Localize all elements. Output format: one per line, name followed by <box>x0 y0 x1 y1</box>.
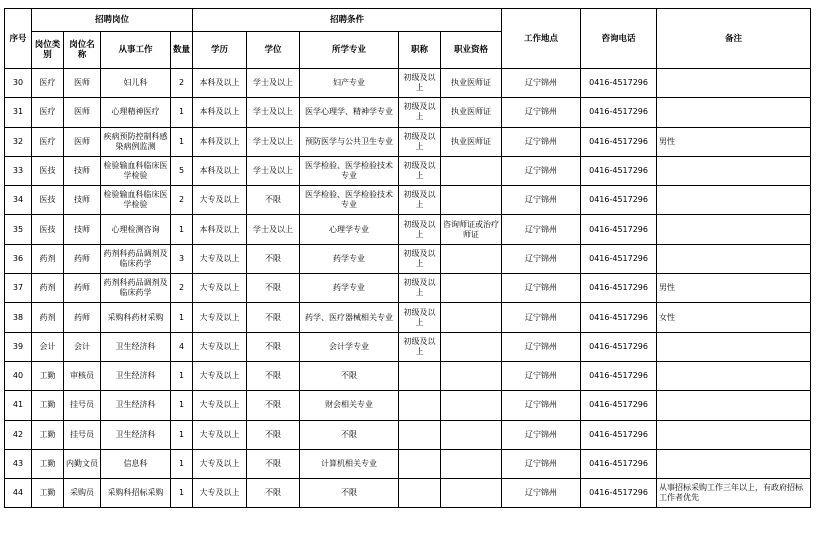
cell-remark: 男性 <box>657 274 811 303</box>
cell-count: 1 <box>171 449 193 478</box>
header-degree: 学位 <box>247 32 300 69</box>
cell-category: 药剂 <box>32 274 64 303</box>
cell-name: 内勤文员 <box>64 449 101 478</box>
cell-remark <box>657 156 811 185</box>
cell-phone: 0416-4517296 <box>581 332 657 361</box>
cell-qualification: 咨询师证或治疗师证 <box>441 215 502 244</box>
cell-phone: 0416-4517296 <box>581 69 657 98</box>
cell-remark: 男性 <box>657 127 811 156</box>
table-row <box>5 303 811 332</box>
cell-title <box>399 479 441 508</box>
cell-title: 初级及以上 <box>399 244 441 273</box>
cell-count: 2 <box>171 69 193 98</box>
cell-remark: 从事招标采购工作三年以上，有政府招标工作者优先 <box>657 479 811 508</box>
cell-title <box>399 361 441 390</box>
header-seq: 序号 <box>5 9 32 69</box>
cell-qualification <box>441 303 502 332</box>
cell-seq: 39 <box>5 332 32 361</box>
cell-count: 1 <box>171 420 193 449</box>
cell-qualification: 执业医师证 <box>441 69 502 98</box>
cell-location: 辽宁锦州 <box>502 479 581 508</box>
cell-remark <box>657 420 811 449</box>
cell-degree: 不限 <box>247 244 300 273</box>
cell-category: 医技 <box>32 156 64 185</box>
cell-name: 技师 <box>64 186 101 215</box>
cell-count: 2 <box>171 186 193 215</box>
cell-location: 辽宁锦州 <box>502 449 581 478</box>
cell-location: 辽宁锦州 <box>502 215 581 244</box>
cell-education: 本科及以上 <box>193 69 247 98</box>
header-title: 职称 <box>399 32 441 69</box>
cell-degree: 不限 <box>247 303 300 332</box>
cell-seq: 43 <box>5 449 32 478</box>
cell-location: 辽宁锦州 <box>502 186 581 215</box>
cell-count: 1 <box>171 215 193 244</box>
cell-seq: 33 <box>5 156 32 185</box>
cell-major: 会计学专业 <box>300 332 399 361</box>
cell-work: 疾病预防控制科感染病例监测 <box>101 127 171 156</box>
cell-category: 药剂 <box>32 244 64 273</box>
cell-degree: 学士及以上 <box>247 215 300 244</box>
table-row <box>5 274 811 303</box>
table-row <box>5 186 811 215</box>
header-remark: 备注 <box>657 9 811 69</box>
cell-major: 药学专业 <box>300 244 399 273</box>
cell-work: 检验输血科临床医学检验 <box>101 156 171 185</box>
cell-work: 信息科 <box>101 449 171 478</box>
cell-title: 初级及以上 <box>399 215 441 244</box>
table-row <box>5 332 811 361</box>
cell-location: 辽宁锦州 <box>502 156 581 185</box>
cell-seq: 30 <box>5 69 32 98</box>
cell-phone: 0416-4517296 <box>581 479 657 508</box>
header-education: 学历 <box>193 32 247 69</box>
cell-major: 不限 <box>300 479 399 508</box>
cell-location: 辽宁锦州 <box>502 420 581 449</box>
recruitment-table <box>4 8 811 508</box>
cell-work: 卫生经济科 <box>101 361 171 390</box>
cell-location: 辽宁锦州 <box>502 244 581 273</box>
cell-remark <box>657 186 811 215</box>
cell-major: 药学专业 <box>300 274 399 303</box>
cell-seq: 36 <box>5 244 32 273</box>
cell-qualification <box>441 332 502 361</box>
cell-remark <box>657 391 811 420</box>
cell-education: 大专及以上 <box>193 449 247 478</box>
header-count: 数量 <box>171 32 193 69</box>
cell-qualification <box>441 186 502 215</box>
cell-name: 采购员 <box>64 479 101 508</box>
cell-qualification <box>441 420 502 449</box>
cell-location: 辽宁锦州 <box>502 127 581 156</box>
cell-location: 辽宁锦州 <box>502 274 581 303</box>
cell-work: 卫生经济科 <box>101 332 171 361</box>
cell-phone: 0416-4517296 <box>581 303 657 332</box>
cell-title: 初级及以上 <box>399 69 441 98</box>
cell-education: 大专及以上 <box>193 186 247 215</box>
cell-phone: 0416-4517296 <box>581 127 657 156</box>
table-row <box>5 449 811 478</box>
cell-phone: 0416-4517296 <box>581 186 657 215</box>
cell-education: 本科及以上 <box>193 215 247 244</box>
cell-category: 医疗 <box>32 69 64 98</box>
cell-name: 药师 <box>64 244 101 273</box>
table-row <box>5 391 811 420</box>
cell-remark <box>657 361 811 390</box>
cell-title: 初级及以上 <box>399 274 441 303</box>
cell-seq: 32 <box>5 127 32 156</box>
cell-name: 医师 <box>64 127 101 156</box>
cell-degree: 不限 <box>247 186 300 215</box>
cell-name: 药师 <box>64 303 101 332</box>
cell-phone: 0416-4517296 <box>581 361 657 390</box>
cell-location: 辽宁锦州 <box>502 332 581 361</box>
cell-seq: 35 <box>5 215 32 244</box>
cell-work: 检验输血科临床医学检验 <box>101 186 171 215</box>
cell-seq: 34 <box>5 186 32 215</box>
cell-count: 5 <box>171 156 193 185</box>
cell-category: 医技 <box>32 215 64 244</box>
cell-title <box>399 391 441 420</box>
cell-count: 1 <box>171 479 193 508</box>
cell-title: 初级及以上 <box>399 156 441 185</box>
header-location: 工作地点 <box>502 9 581 69</box>
header-conditions-group: 招聘条件 <box>193 9 502 32</box>
cell-degree: 不限 <box>247 274 300 303</box>
table-row <box>5 98 811 127</box>
cell-category: 工勤 <box>32 391 64 420</box>
cell-name: 医师 <box>64 69 101 98</box>
cell-degree: 学士及以上 <box>247 156 300 185</box>
header-name: 岗位名称 <box>64 32 101 69</box>
cell-remark <box>657 215 811 244</box>
cell-category: 医技 <box>32 186 64 215</box>
table-row <box>5 361 811 390</box>
cell-name: 审核员 <box>64 361 101 390</box>
cell-phone: 0416-4517296 <box>581 391 657 420</box>
cell-seq: 37 <box>5 274 32 303</box>
table-row <box>5 215 811 244</box>
cell-location: 辽宁锦州 <box>502 98 581 127</box>
cell-seq: 41 <box>5 391 32 420</box>
cell-major: 计算机相关专业 <box>300 449 399 478</box>
header-phone: 咨询电话 <box>581 9 657 69</box>
cell-phone: 0416-4517296 <box>581 98 657 127</box>
cell-work: 心理检测咨询 <box>101 215 171 244</box>
cell-seq: 42 <box>5 420 32 449</box>
cell-name: 会计 <box>64 332 101 361</box>
cell-work: 采购科招标采购 <box>101 479 171 508</box>
cell-qualification <box>441 361 502 390</box>
cell-category: 医疗 <box>32 127 64 156</box>
cell-phone: 0416-4517296 <box>581 215 657 244</box>
cell-count: 1 <box>171 361 193 390</box>
cell-major: 不限 <box>300 361 399 390</box>
cell-seq: 31 <box>5 98 32 127</box>
cell-phone: 0416-4517296 <box>581 156 657 185</box>
cell-location: 辽宁锦州 <box>502 361 581 390</box>
cell-location: 辽宁锦州 <box>502 303 581 332</box>
cell-major: 妇产专业 <box>300 69 399 98</box>
cell-category: 会计 <box>32 332 64 361</box>
cell-major: 不限 <box>300 420 399 449</box>
cell-major: 医学心理学、精神学专业 <box>300 98 399 127</box>
cell-name: 技师 <box>64 156 101 185</box>
cell-degree: 学士及以上 <box>247 98 300 127</box>
cell-degree: 不限 <box>247 332 300 361</box>
cell-major: 预防医学与公共卫生专业 <box>300 127 399 156</box>
header-category: 岗位类别 <box>32 32 64 69</box>
cell-qualification <box>441 274 502 303</box>
cell-degree: 不限 <box>247 420 300 449</box>
cell-title <box>399 420 441 449</box>
cell-major: 心理学专业 <box>300 215 399 244</box>
cell-qualification <box>441 244 502 273</box>
cell-degree: 不限 <box>247 361 300 390</box>
cell-work: 药剂科药品调剂及临床药学 <box>101 274 171 303</box>
cell-phone: 0416-4517296 <box>581 274 657 303</box>
cell-category: 工勤 <box>32 361 64 390</box>
cell-count: 3 <box>171 244 193 273</box>
cell-phone: 0416-4517296 <box>581 244 657 273</box>
cell-remark <box>657 69 811 98</box>
cell-qualification <box>441 156 502 185</box>
cell-count: 2 <box>171 274 193 303</box>
table-body <box>5 69 811 508</box>
cell-name: 药师 <box>64 274 101 303</box>
cell-education: 大专及以上 <box>193 479 247 508</box>
table-header <box>5 9 811 69</box>
cell-qualification <box>441 449 502 478</box>
cell-remark <box>657 449 811 478</box>
cell-work: 卫生经济科 <box>101 420 171 449</box>
cell-location: 辽宁锦州 <box>502 391 581 420</box>
cell-education: 大专及以上 <box>193 420 247 449</box>
table-row <box>5 69 811 98</box>
header-major: 所学专业 <box>300 32 399 69</box>
cell-degree: 不限 <box>247 479 300 508</box>
cell-education: 本科及以上 <box>193 98 247 127</box>
cell-degree: 学士及以上 <box>247 69 300 98</box>
cell-education: 本科及以上 <box>193 156 247 185</box>
cell-name: 挂号员 <box>64 420 101 449</box>
cell-degree: 不限 <box>247 391 300 420</box>
header-work: 从事工作 <box>101 32 171 69</box>
cell-qualification: 执业医师证 <box>441 98 502 127</box>
cell-major: 医学检验、医学检验技术专业 <box>300 156 399 185</box>
cell-title <box>399 449 441 478</box>
table-row <box>5 127 811 156</box>
cell-category: 工勤 <box>32 479 64 508</box>
cell-count: 4 <box>171 332 193 361</box>
cell-count: 1 <box>171 303 193 332</box>
cell-category: 药剂 <box>32 303 64 332</box>
cell-title: 初级及以上 <box>399 186 441 215</box>
cell-remark: 女性 <box>657 303 811 332</box>
cell-count: 1 <box>171 127 193 156</box>
cell-name: 医师 <box>64 98 101 127</box>
cell-count: 1 <box>171 391 193 420</box>
cell-qualification <box>441 391 502 420</box>
cell-category: 工勤 <box>32 420 64 449</box>
table-row <box>5 479 811 508</box>
cell-title: 初级及以上 <box>399 303 441 332</box>
cell-location: 辽宁锦州 <box>502 69 581 98</box>
cell-work: 心理精神医疗 <box>101 98 171 127</box>
cell-category: 工勤 <box>32 449 64 478</box>
cell-education: 大专及以上 <box>193 361 247 390</box>
cell-qualification: 执业医师证 <box>441 127 502 156</box>
cell-education: 本科及以上 <box>193 127 247 156</box>
cell-work: 药剂科药品调剂及临床药学 <box>101 244 171 273</box>
cell-phone: 0416-4517296 <box>581 449 657 478</box>
cell-name: 技师 <box>64 215 101 244</box>
cell-phone: 0416-4517296 <box>581 420 657 449</box>
cell-work: 卫生经济科 <box>101 391 171 420</box>
cell-work: 采购科药材采购 <box>101 303 171 332</box>
cell-education: 大专及以上 <box>193 244 247 273</box>
cell-remark <box>657 98 811 127</box>
cell-qualification <box>441 479 502 508</box>
cell-major: 医学检验、医学检验技术专业 <box>300 186 399 215</box>
cell-major: 药学、医疗器械相关专业 <box>300 303 399 332</box>
cell-education: 大专及以上 <box>193 332 247 361</box>
cell-remark <box>657 332 811 361</box>
cell-category: 医疗 <box>32 98 64 127</box>
header-position-group: 招聘岗位 <box>32 9 193 32</box>
cell-title: 初级及以上 <box>399 127 441 156</box>
cell-education: 大专及以上 <box>193 391 247 420</box>
header-qualification: 职业资格 <box>441 32 502 69</box>
cell-remark <box>657 244 811 273</box>
table-row <box>5 420 811 449</box>
table-row <box>5 156 811 185</box>
cell-name: 挂号员 <box>64 391 101 420</box>
cell-education: 大专及以上 <box>193 274 247 303</box>
cell-count: 1 <box>171 98 193 127</box>
cell-title: 初级及以上 <box>399 98 441 127</box>
cell-work: 妇儿科 <box>101 69 171 98</box>
cell-major: 财会相关专业 <box>300 391 399 420</box>
cell-degree: 不限 <box>247 449 300 478</box>
table-row <box>5 244 811 273</box>
cell-seq: 38 <box>5 303 32 332</box>
cell-degree: 学士及以上 <box>247 127 300 156</box>
cell-seq: 44 <box>5 479 32 508</box>
cell-education: 大专及以上 <box>193 303 247 332</box>
cell-title: 初级及以上 <box>399 332 441 361</box>
cell-seq: 40 <box>5 361 32 390</box>
